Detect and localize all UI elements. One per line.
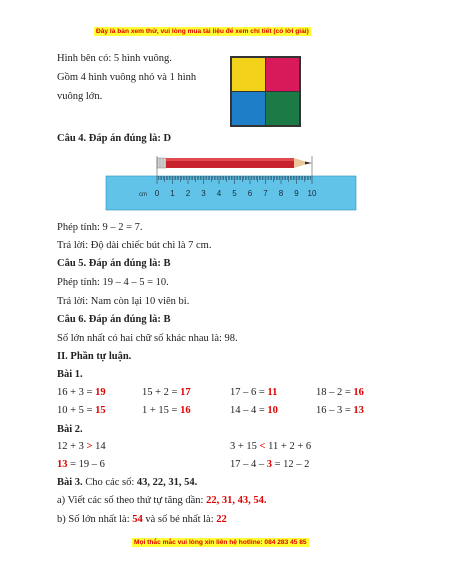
bai3-heading: Bài 3. <box>57 477 83 488</box>
bai1-item <box>316 405 364 416</box>
ruler-tick-label: 3 <box>201 189 206 198</box>
bai2-item-2-left: 3 + 15 <box>230 441 260 452</box>
bai3-a-answer: 22, 31, 43, 54. <box>206 495 267 506</box>
ruler-tick-label: 8 <box>278 189 284 198</box>
intro-line-2: Gồm 4 hình vuông nhỏ và 1 hình <box>57 72 197 83</box>
footer-banner: Mọi thắc mắc vui lòng xin liên hệ hotline: 084 283 45 85 <box>134 539 307 546</box>
bai2-item-2 <box>230 441 311 452</box>
bai1-expression: 15 + 2 = <box>142 387 181 398</box>
bai1-answer: 13 <box>353 405 364 416</box>
ruler-tick-label: 0 <box>154 189 160 198</box>
bai1-expression: 18 – 2 = <box>316 387 354 398</box>
ruler-tick-label: 4 <box>216 189 222 198</box>
ruler-tick-label: 10 <box>307 189 317 198</box>
bai1-item <box>316 387 364 398</box>
bai2-item-4-left: 17 – 4 – <box>230 459 267 470</box>
pencil-ruler-figure <box>105 152 360 212</box>
bai1-item <box>142 405 191 416</box>
ruler-tick-label: 1 <box>170 189 175 198</box>
bai1-item <box>230 387 277 398</box>
bai1-answer: 19 <box>95 387 106 398</box>
q5-heading: Câu 5. Đáp án đúng là: B <box>57 258 171 269</box>
q6-heading: Câu 6. Đáp án đúng là: B <box>57 314 171 325</box>
bai1-expression: 16 + 3 = <box>57 387 96 398</box>
bai2-item-1-right: 14 <box>92 441 106 452</box>
bai3-b-text-1: b) Số lớn nhất là: <box>57 514 133 525</box>
square-green <box>266 92 299 125</box>
ruler <box>106 176 356 210</box>
bai1-expression: 17 – 6 = <box>230 387 268 398</box>
q6-text: Số lớn nhất có hai chữ số khác nhau là: 98. <box>57 333 238 344</box>
square-yellow <box>232 58 265 91</box>
bai3-a-text: a) Viết các số theo thứ tự tăng dần: <box>57 495 207 506</box>
ruler-tick-label: 6 <box>247 189 253 198</box>
bai2-item-1 <box>57 441 106 452</box>
bai1-item <box>230 405 278 416</box>
bai2-item-3 <box>57 459 105 470</box>
ruler-tick-label: 7 <box>263 189 268 198</box>
bai2-item-1-sign: > <box>86 441 93 452</box>
q4-calc: Phép tính: 9 – 2 = 7. <box>57 222 143 233</box>
bai1-answer: 17 <box>180 387 191 398</box>
bai2-item-2-right: 11 + 2 + 6 <box>265 441 312 452</box>
part2-heading: II. Phần tự luận. <box>57 351 132 362</box>
q4-answer: Trả lời: Độ dài chiếc bút chì là 7 cm. <box>57 240 212 251</box>
bai1-expression: 10 + 5 = <box>57 405 96 416</box>
bai2-item-2-sign: < <box>259 441 266 452</box>
bai2-item-4 <box>230 459 309 470</box>
bai1-expression: 14 – 4 = <box>230 405 268 416</box>
header-banner: Đây là bản xem thử, vui lòng mua tài liệu để xem chi tiết (có lời giải) <box>96 28 309 35</box>
bai1-answer: 11 <box>267 387 278 398</box>
bai3-intro: Cho các số: <box>82 477 137 488</box>
bai1-expression: 16 – 3 = <box>316 405 354 416</box>
ruler-tick-label: 5 <box>232 189 237 198</box>
bai3-numbers: 43, 22, 31, 54. <box>136 477 198 488</box>
q4-heading: Câu 4. Đáp án đúng là: D <box>57 133 172 144</box>
bai2-item-3-right: = 19 – 6 <box>67 459 105 470</box>
bai1-item <box>142 387 191 398</box>
pencil-icon <box>157 158 312 168</box>
bai3-b-text-2: và số bé nhất là: <box>142 514 217 525</box>
bai1-answer: 16 <box>353 387 364 398</box>
bai3-line <box>57 477 197 488</box>
square-pink <box>266 58 299 91</box>
q5-calc: Phép tính: 19 – 4 – 5 = 10. <box>57 277 169 288</box>
ruler-tick-label: 2 <box>185 189 191 198</box>
squares-figure <box>230 56 301 127</box>
bai1-answer: 16 <box>180 405 191 416</box>
bai3-b-max: 54 <box>132 514 143 525</box>
bai3-b <box>57 514 227 525</box>
bai1-heading: Bài 1. <box>57 369 83 380</box>
q5-answer: Trả lời: Nam còn lại 10 viên bi. <box>57 296 190 307</box>
ruler-unit-label: cm <box>139 192 147 198</box>
bai3-a <box>57 495 266 506</box>
bai1-expression: 1 + 15 = <box>142 405 181 416</box>
bai1-answer: 15 <box>95 405 106 416</box>
bai3-b-min: 22 <box>216 514 227 525</box>
bai1-answer: 10 <box>267 405 278 416</box>
bai1-item <box>57 405 106 416</box>
ruler-tick-label: 9 <box>294 189 299 198</box>
bai2-item-3-answer: 13 <box>57 459 68 470</box>
bai2-item-4-right: = 12 – 2 <box>272 459 310 470</box>
square-blue <box>232 92 265 125</box>
intro-line-1: Hình bên có: 5 hình vuông. <box>57 53 172 64</box>
bai1-item <box>57 387 106 398</box>
bai2-heading: Bài 2. <box>57 424 83 435</box>
bai2-item-1-left: 12 + 3 <box>57 441 87 452</box>
intro-line-3: vuông lớn. <box>57 91 103 102</box>
bai2-item-4-answer: 3 <box>266 459 272 470</box>
